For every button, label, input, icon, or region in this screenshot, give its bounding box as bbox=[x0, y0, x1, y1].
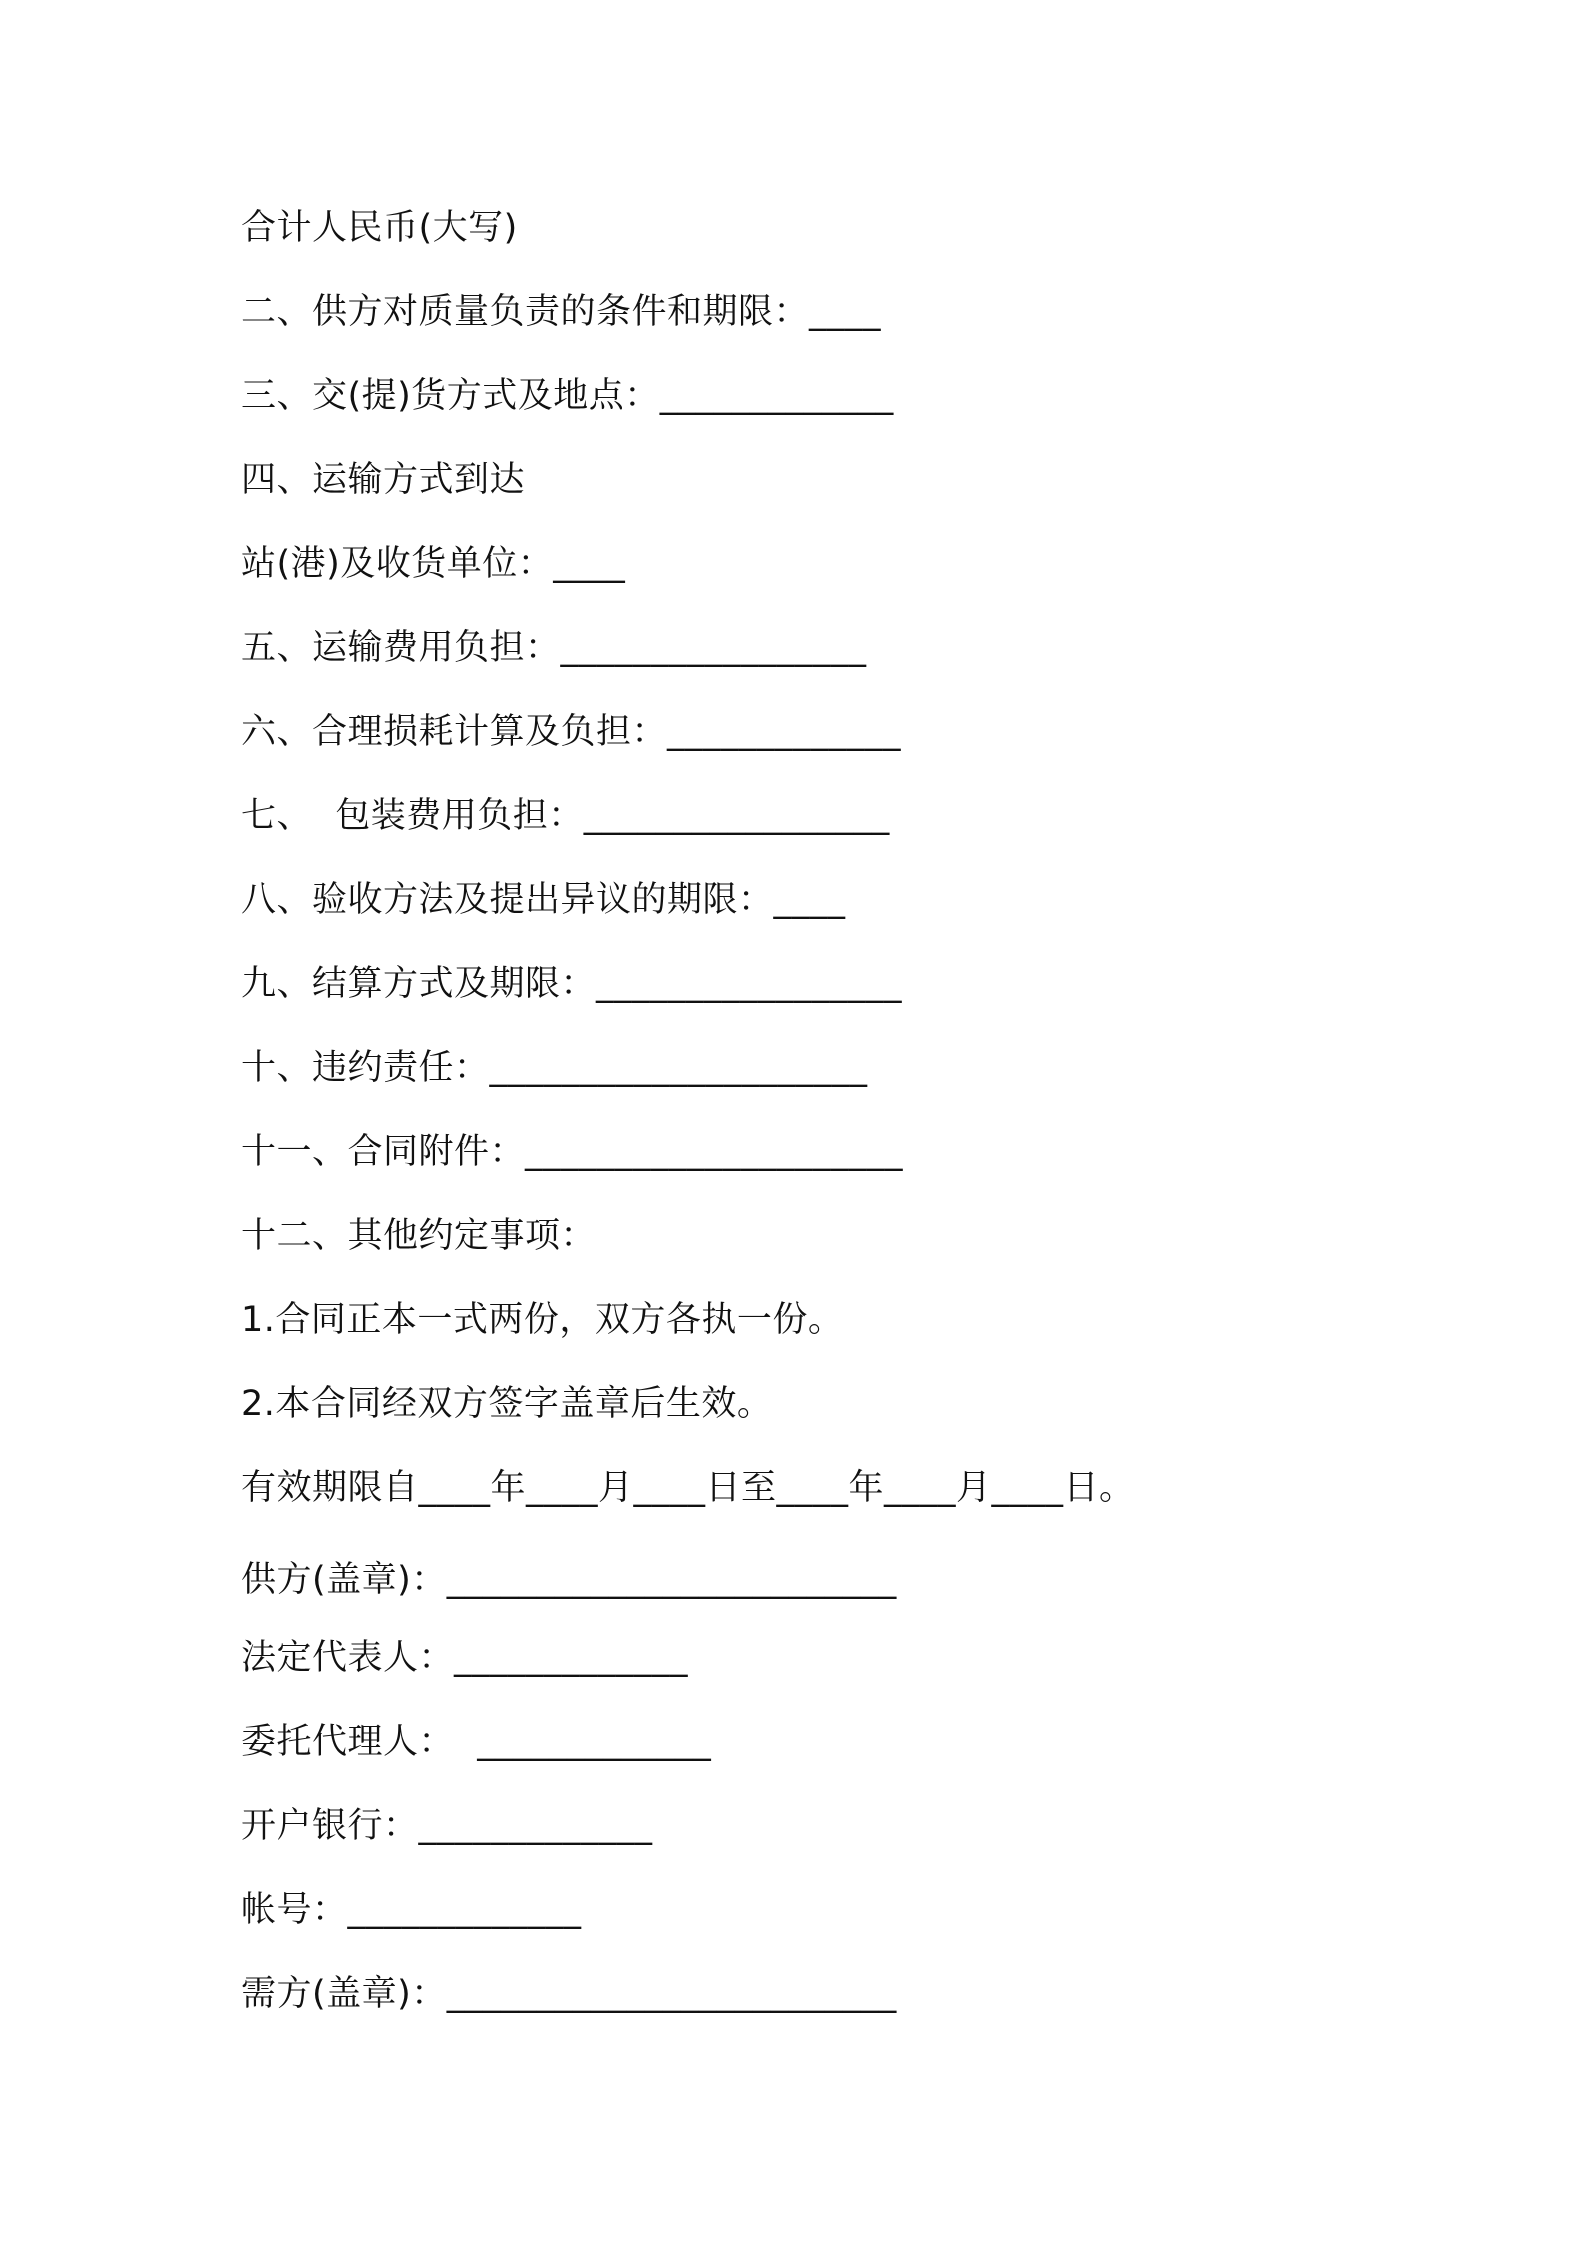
term-1-line: 1.合同正本一式两份，双方各执一份。 bbox=[241, 1300, 844, 1340]
term-2-line: 2.本合同经双方签字盖章后生效。 bbox=[241, 1384, 773, 1424]
delivery-method-line: 三、交(提)货方式及地点：_____________ bbox=[241, 376, 894, 416]
bank-line: 开户银行：_____________ bbox=[241, 1806, 653, 1846]
supplier-seal-line: 供方(盖章)：_________________________ bbox=[241, 1560, 897, 1600]
buyer-seal-line: 需方(盖章)：_________________________ bbox=[241, 1974, 897, 2014]
account-number-line: 帐号：_____________ bbox=[241, 1890, 582, 1930]
transport-method-line: 四、运输方式到达 bbox=[241, 460, 526, 500]
acceptance-method-line: 八、验收方法及提出异议的期限：____ bbox=[241, 880, 846, 920]
total-rmb-line: 合计人民币(大写) bbox=[241, 208, 518, 248]
settlement-method-line: 九、结算方式及期限：_________________ bbox=[241, 964, 903, 1004]
station-receiver-line: 站(港)及收货单位：____ bbox=[241, 544, 626, 584]
validity-period-line: 有效期限自____年____月____日至____年____月____日。 bbox=[241, 1468, 1135, 1508]
breach-liability-line: 十、违约责任：_____________________ bbox=[241, 1048, 868, 1088]
contract-annex-line: 十一、合同附件：_____________________ bbox=[241, 1132, 904, 1172]
packaging-cost-line: 七、 包装费用负担：_________________ bbox=[241, 796, 890, 836]
loss-calculation-line: 六、合理损耗计算及负担：_____________ bbox=[241, 712, 902, 752]
authorized-agent-line: 委托代理人： _____________ bbox=[241, 1722, 712, 1762]
other-terms-heading: 十二、其他约定事项： bbox=[241, 1216, 597, 1256]
quality-responsibility-line: 二、供方对质量负责的条件和期限：____ bbox=[241, 292, 882, 332]
transport-cost-line: 五、运输费用负担：_________________ bbox=[241, 628, 867, 668]
legal-representative-line: 法定代表人：_____________ bbox=[241, 1638, 689, 1678]
